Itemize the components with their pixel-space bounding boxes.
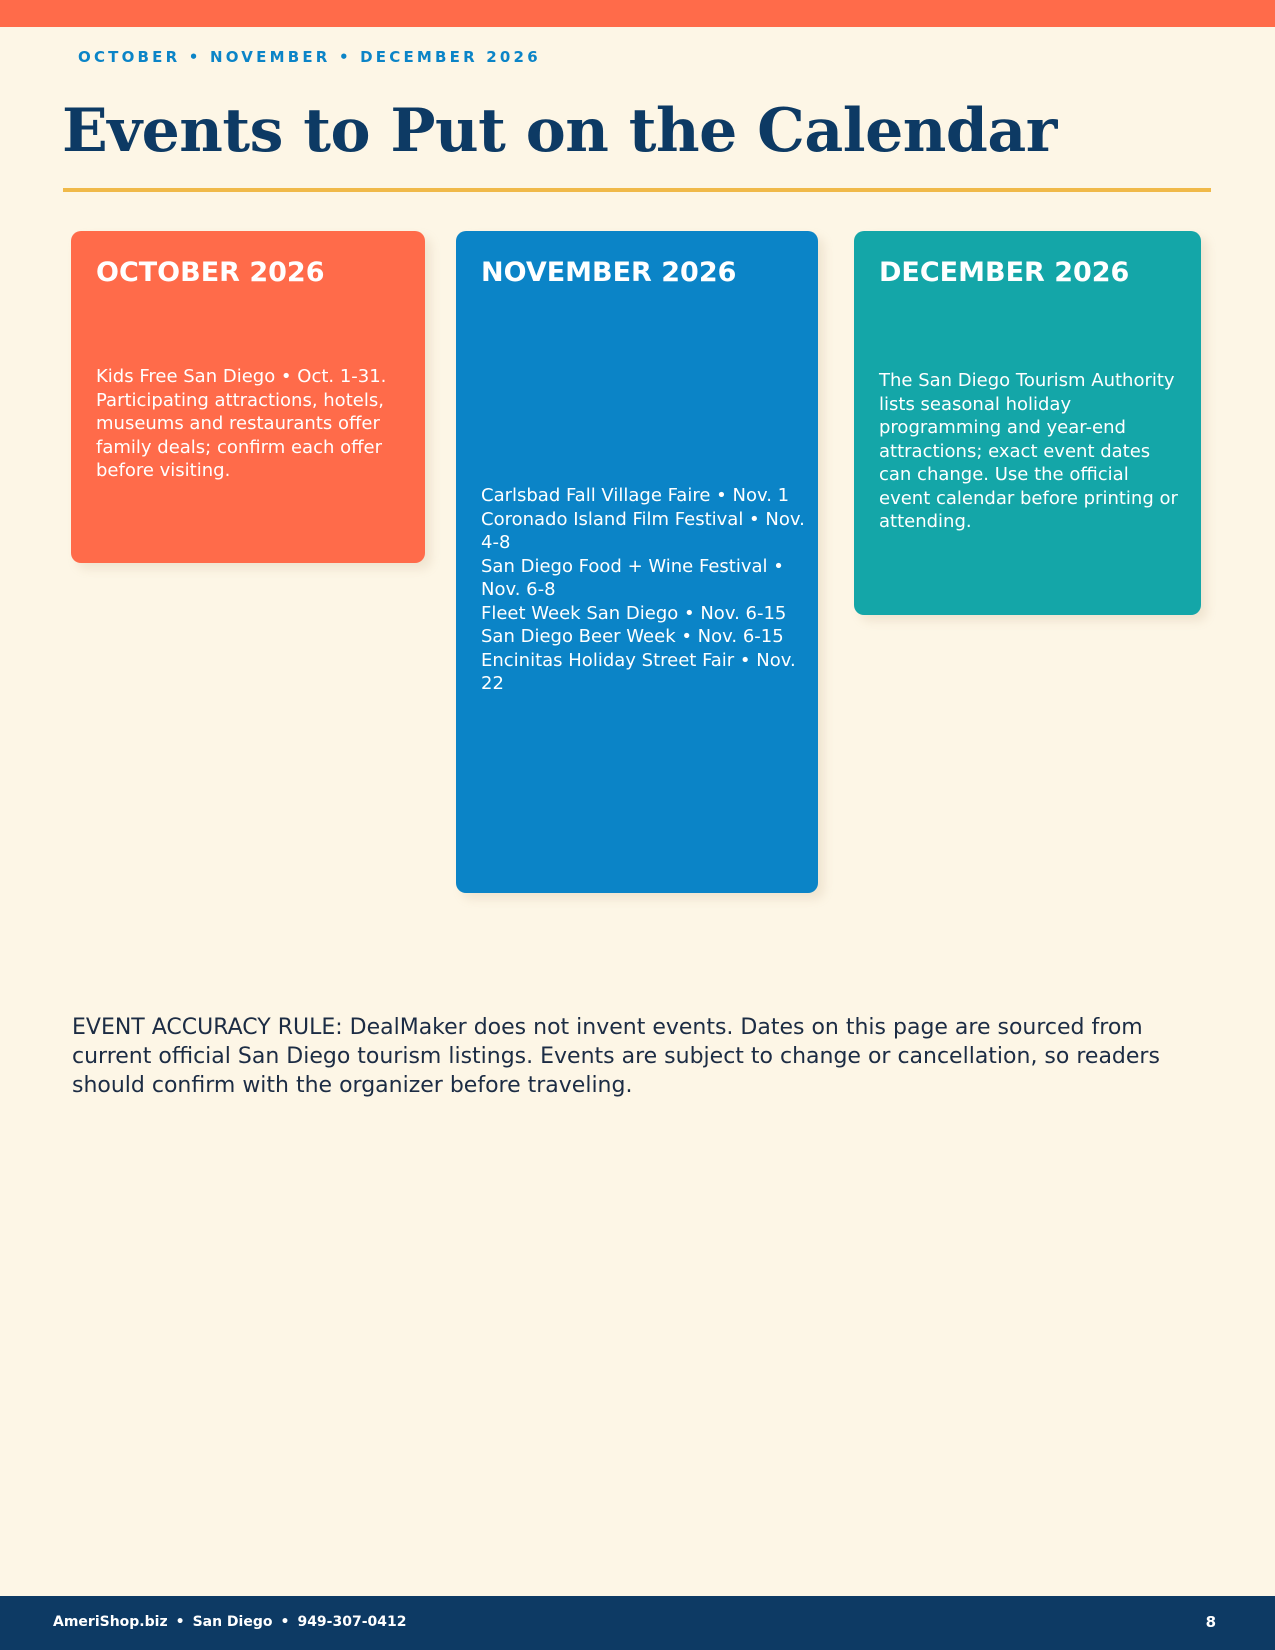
- october-description: Kids Free San Diego • Oct. 1-31. Participating attractions, hotels, museums and restaurants offer family deals; confirm each offer before visiting.: [96, 366, 387, 481]
- event-accuracy-note: EVENT ACCURACY RULE: DealMaker does not invent events. Dates on this page are sourced from current official San Diego tourism listings. Events are subject to change or cancellation, so readers should confirm with the organizer before traveling.: [72, 1015, 1160, 1098]
- issue-months-label: OCTOBER • NOVEMBER • DECEMBER 2026: [78, 48, 541, 66]
- november-event-item: Encinitas Holiday Street Fair • Nov. 22: [481, 649, 796, 694]
- november-card: [456, 231, 818, 893]
- november-event-item: Fleet Week San Diego • Nov. 6-15: [481, 602, 787, 624]
- november-event-item: San Diego Beer Week • Nov. 6-15: [481, 626, 784, 647]
- october-card: [71, 231, 425, 563]
- footer-site: AmeriShop.biz: [53, 1614, 168, 1630]
- november-event-list: [481, 484, 806, 696]
- page-number: 8: [1205, 1613, 1216, 1631]
- footer-separator: •: [280, 1614, 290, 1630]
- footer-city: San Diego: [192, 1614, 273, 1630]
- top-accent-bar: [0, 0, 1275, 27]
- page-title: Events to Put on the Calendar: [62, 96, 1057, 166]
- footer-separator: •: [175, 1614, 185, 1630]
- title-divider: [63, 188, 1211, 192]
- october-heading: OCTOBER 2026: [96, 257, 325, 288]
- december-card: [854, 231, 1201, 615]
- december-heading: DECEMBER 2026: [879, 257, 1130, 288]
- footer-contact: [53, 1614, 407, 1630]
- november-event-item: Carlsbad Fall Village Faire • Nov. 1: [481, 485, 790, 506]
- footer-phone: 949-307-0412: [297, 1614, 407, 1630]
- december-description: The San Diego Tourism Authority lists seasonal holiday programming and year-end attractions; exact event dates can change. Use the official event calendar before printing or attending.: [879, 370, 1178, 532]
- november-heading: NOVEMBER 2026: [481, 257, 737, 288]
- page-footer: [0, 1596, 1275, 1650]
- november-event-item: Coronado Island Film Festival • Nov. 4-8: [481, 508, 805, 553]
- november-event-item: San Diego Food + Wine Festival • Nov. 6-8: [481, 555, 784, 600]
